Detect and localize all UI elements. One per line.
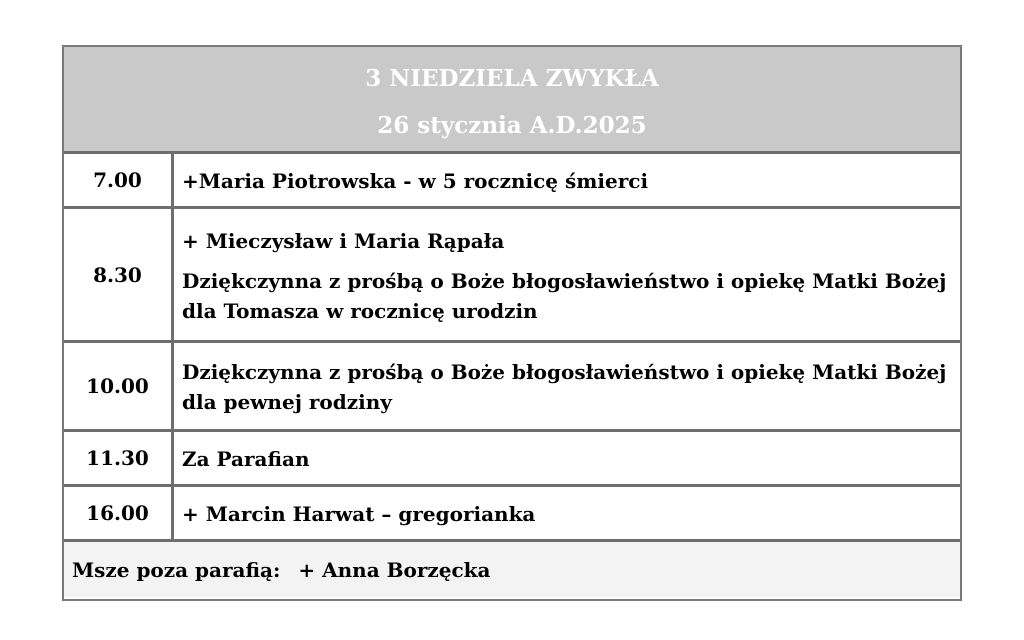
table-row [64, 343, 960, 432]
mass-intention: Dziękczynna z prośbą o Boże błogosławieństwo i opiekę Matki Bożej dla pewnej rodziny [182, 360, 947, 414]
mass-time: 11.30 [64, 432, 174, 484]
footer-value: + Anna Borzęcka [298, 557, 491, 582]
mass-intention: + Marcin Harwat – gregorianka [182, 502, 536, 526]
mass-intention-cell [174, 432, 960, 484]
footer-label: Msze poza parafią: [72, 557, 281, 582]
header-title: 3 NIEDZIELA ZWYKŁA [365, 65, 659, 92]
mass-time: 10.00 [64, 343, 174, 429]
mass-intention: + Mieczysław i Maria Rąpała [182, 228, 505, 253]
table-row [64, 154, 960, 209]
mass-intention: Za Parafian [182, 447, 310, 471]
mass-schedule-table [62, 45, 962, 601]
mass-intention: Dziękczynna z prośbą o Boże błogosławieństwo i opiekę Matki Bożej dla Tomasza w rocznicę urodzin [182, 268, 947, 323]
mass-intention-cell [174, 209, 960, 340]
mass-intention-cell [174, 343, 960, 429]
mass-intention-cell [174, 487, 960, 539]
table-row [64, 209, 960, 343]
mass-time: 7.00 [64, 154, 174, 206]
mass-intention: +Maria Piotrowska - w 5 rocznicę śmierci [182, 169, 649, 193]
header-date: 26 stycznia A.D.2025 [377, 112, 647, 139]
table-row [64, 487, 960, 542]
mass-time: 8.30 [64, 209, 174, 340]
mass-time: 16.00 [64, 487, 174, 539]
mass-intention-cell [174, 154, 960, 206]
table-footer [64, 542, 960, 597]
table-row [64, 432, 960, 487]
table-header [64, 47, 960, 154]
